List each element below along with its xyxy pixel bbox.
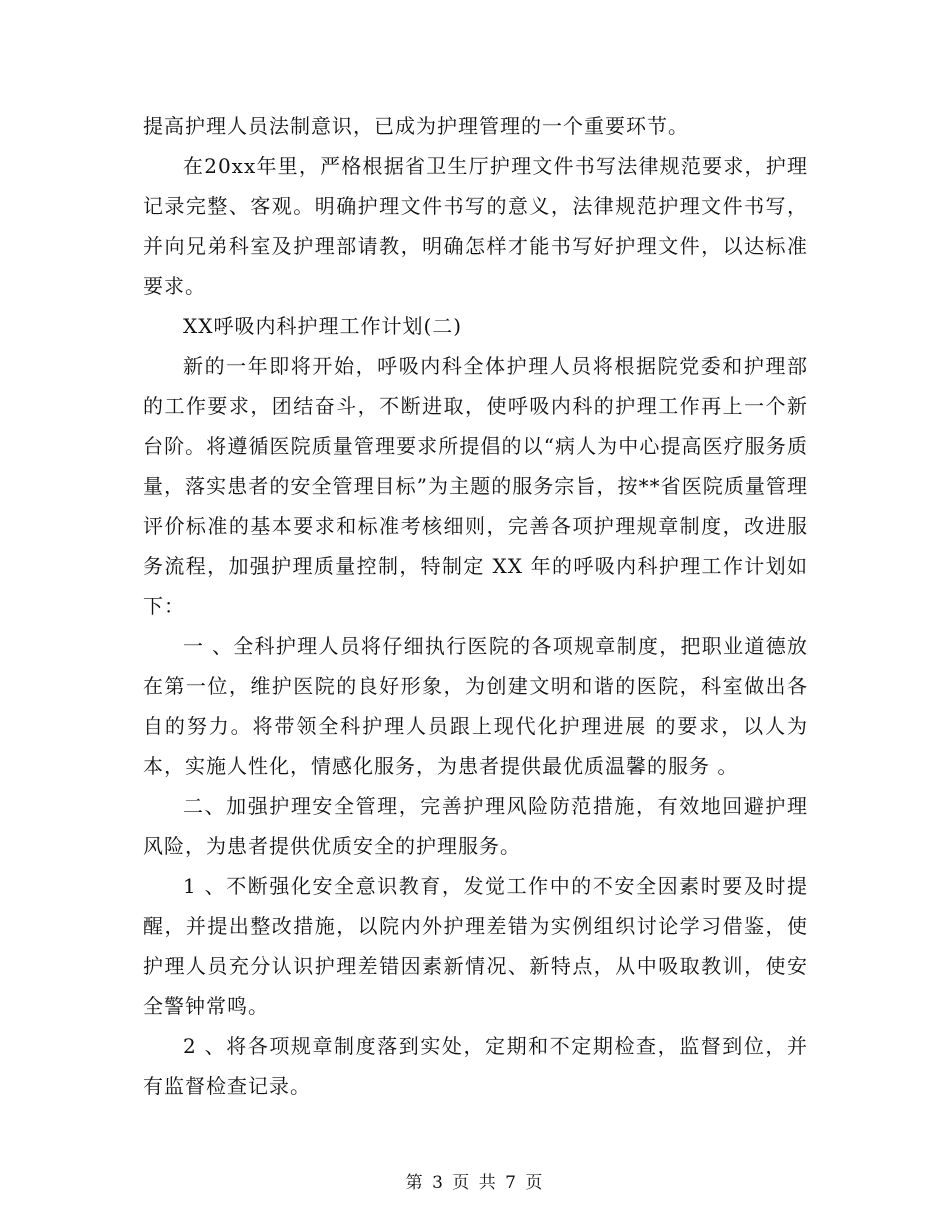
paragraph-item-1: 一 、全科护理人员将仔细执行医院的各项规章制度，把职业道德放在第一位，维护医院的良好形象，为创建文明和谐的医院，科室做出各自的努力。将带领全科护理人员跟上现代化护理进展 的要求，以人为本，实施人性化，情感化服务，为患者提供最优质温馨的服务 。 bbox=[143, 634, 808, 778]
paragraph-item-2: 二、加强护理安全管理，完善护理风险防范措施，有效地回避护理风险，为患者提供优质安全的护理服务。 bbox=[143, 794, 808, 858]
page-number-footer: 第 3 页 共 7 页 bbox=[405, 1173, 545, 1193]
paragraph-continuation: 提高护理人员法制意识，已成为护理管理的一个重要环节。 bbox=[143, 114, 689, 138]
paragraph-subitem-2: 2 、将各项规章制度落到实处，定期和不定期检查，监督到位，并有监督检查记录。 bbox=[143, 1034, 808, 1098]
document-body bbox=[143, 106, 808, 1106]
paragraph-subitem-1: 1 、不断强化安全意识教育，发觉工作中的不安全因素时要及时提醒，并提出整改措施，以院内外护理差错为实例组织讨论学习借鉴，使护理人员充分认识护理差错因素新情况、新特点，从中吸取教训，使安全警钟常鸣。 bbox=[143, 874, 808, 1018]
paragraph-record-writing: 在20xx年里，严格根据省卫生厅护理文件书写法律规范要求，护理记录完整、客观。明确护理文件书写的意义，法律规范护理文件书写，并向兄弟科室及护理部请教，明确怎样才能书写好护理文件，以达标准要求。 bbox=[143, 154, 808, 298]
paragraph-intro: 新的一年即将开始，呼吸内科全体护理人员将根据院党委和护理部的工作要求，团结奋斗，不断进取，使呼吸内科的护理工作再上一个新台阶。将遵循医院质量管理要求所提倡的以“病人为中心提高医疗服务质量，落实患者的安全管理目标”为主题的服务宗旨，按**省医院质量管理评价标准的基本要求和标准考核细则，完善各项护理规章制度，改进服务流程，加强护理质量控制，特制定 XX 年的呼吸内科护理工作计划如下： bbox=[143, 354, 808, 618]
section-heading: XX呼吸内科护理工作计划(二) bbox=[183, 314, 463, 338]
